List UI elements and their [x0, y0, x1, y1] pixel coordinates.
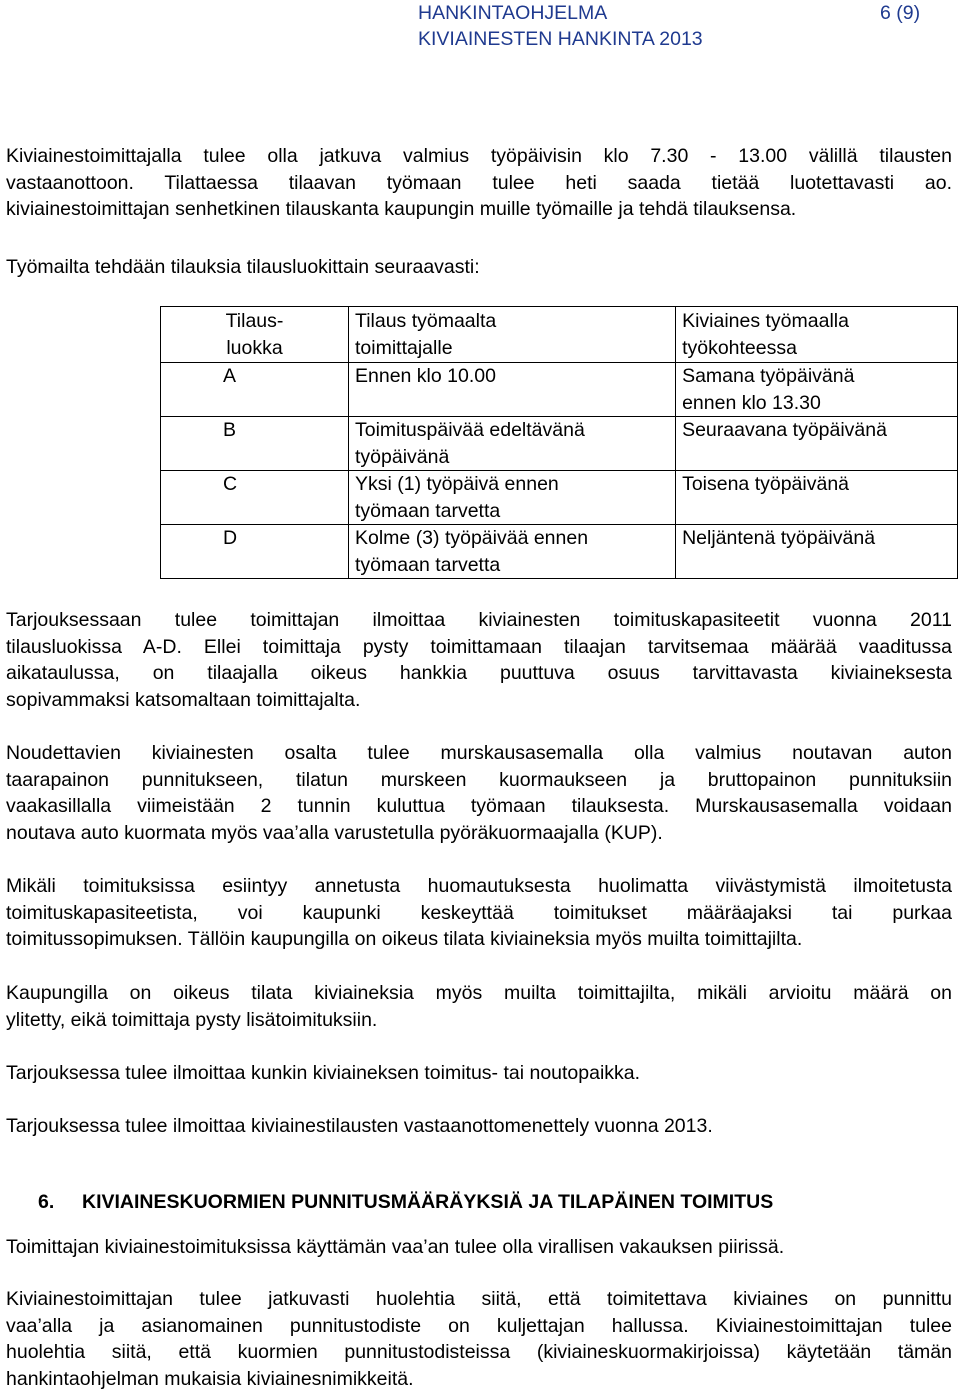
table-header-row	[161, 307, 958, 363]
text-line: Tarjouksessaan tulee toimittajan ilmoittaa kiviainesten toimituskapasiteetit vuonna 2011	[6, 609, 952, 631]
delivery-place-paragraph: Tarjouksessa tulee ilmoittaa kunkin kiviaineksen toimitus- tai noutopaikka.	[6, 1062, 641, 1084]
header-class	[161, 307, 349, 363]
pickup-paragraph	[6, 740, 952, 846]
section-6-heading	[38, 1189, 773, 1215]
capacity-paragraph	[6, 607, 952, 713]
order-procedure-paragraph: Tarjouksessa tulee ilmoittaa kiviainestilausten vastaanottomenettely vuonna 2013.	[6, 1115, 713, 1137]
text-line: sopivammaksi katsomaltaan toimittajalta.	[6, 688, 361, 711]
delay-paragraph	[6, 873, 952, 953]
text-line: noutava auto kuormata myös vaa’alla varustetulla pyöräkuormaajalla (KUP).	[6, 821, 663, 844]
text-line: vastaanottoon. Tilattaessa tilaavan työmaan tulee heti saada tietää luotettavasti ao.	[6, 171, 952, 194]
table-row	[161, 417, 958, 471]
order-cell: Toimituspäivää edeltävänä työpäivänä	[349, 417, 676, 471]
text-line: tilausluokissa A-D. Ellei toimittaja pysty toimittamaan tilaajan tarvitsemaa määrää vaaditussa	[6, 635, 952, 658]
text-line: toimitussopimuksen. Tällöin kaupungilla on oikeus tilata kiviaineksia myös muilta toimittajilta.	[6, 928, 803, 950]
intro-paragraph	[6, 143, 952, 223]
order-class-table	[160, 306, 958, 579]
text-line: Noudettavien kiviainesten osalta tulee murskausasemalla olla valmius noutavan auton	[6, 742, 952, 764]
section-title: KIVIAINESKUORMIEN PUNNITUSMÄÄRÄYKSIÄ JA TILAPÄINEN TOIMITUS	[82, 1191, 774, 1213]
document-title: HANKINTAOHJELMA	[418, 2, 608, 24]
order-cell: Kolme (3) työpäivää ennen työmaan tarvetta	[349, 525, 676, 579]
delivery-cell: Seuraavana työpäivänä	[676, 417, 958, 471]
class-cell: B	[161, 417, 349, 471]
table-row	[161, 471, 958, 525]
text-line: ylitetty, eikä toimittaja pysty lisätoimituksiin.	[6, 1008, 378, 1031]
header-order	[349, 307, 676, 363]
text-line: vaa’alla ja asianomainen punnitustodiste on kuljettajan hallussa. Kiviainestoimittajan tulee	[6, 1314, 952, 1337]
header-cell-text: Tilaus- luokka	[225, 310, 284, 359]
document-subtitle: KIVIAINESTEN HANKINTA 2013	[418, 28, 703, 50]
order-cell: Yksi (1) työpäivä ennen työmaan tarvetta	[349, 471, 676, 525]
right-to-order-paragraph	[6, 980, 952, 1033]
header-delivery	[676, 307, 958, 363]
header-cell-text: Tilaus työmaalta toimittajalle	[355, 310, 497, 359]
order-cell: Ennen klo 10.00	[349, 363, 676, 417]
text-line: aikataulussa, on tilaajalla oikeus hankkia puuttuva osuus tarvittavasta kiviaineksesta	[6, 662, 952, 684]
delivery-cell: Neljäntenä työpäivänä	[676, 525, 958, 579]
text-line: vaakasillalla viimeistään 2 tunnin kuluttua työmaan tilauksesta. Murskausasemalla voidaan	[6, 795, 952, 817]
table-intro: Työmailta tehdään tilauksia tilausluokittain seuraavasti:	[6, 256, 480, 278]
table-row	[161, 363, 958, 417]
class-cell: D	[161, 525, 349, 579]
text-line: hankintaohjelman mukaisia kiviainesnimikkeitä.	[6, 1367, 414, 1390]
delivery-cell: Samana työpäivänä ennen klo 13.30	[676, 363, 958, 417]
delivery-cell: Toisena työpäivänä	[676, 471, 958, 525]
weighing-paragraph	[6, 1286, 952, 1392]
text-line: toimituskapasiteetista, voi kaupunki keskeyttää toimitukset määräajaksi tai purkaa	[6, 901, 952, 924]
text-line: huolehtia siitä, että kuormien punnitustodisteissa (kiviaineskuormakirjoissa) käytetään tämän	[6, 1341, 952, 1363]
page-number: 6 (9)	[880, 2, 921, 24]
class-cell: A	[161, 363, 349, 417]
text-line: Kaupungilla on oikeus tilata kiviaineksia myös muilta toimittajilta, mikäli arvioitu määrä on	[6, 982, 952, 1004]
text-line: Mikäli toimituksissa esiintyy annetusta huomautuksesta huolimatta viivästymistä ilmoitetusta	[6, 875, 952, 897]
table-row	[161, 525, 958, 579]
text-line: Kiviainestoimittajan tulee jatkuvasti huolehtia siitä, että toimitettava kiviaines on punnittu	[6, 1288, 952, 1310]
text-line: kiviainestoimittajan senhetkinen tilauskanta kaupungin muille työmaille ja tehdä tilauksensa.	[6, 198, 797, 220]
text-line: Kiviainestoimittajalla tulee olla jatkuva valmius työpäivisin klo 7.30 - 13.00 välillä tilausten	[6, 145, 952, 167]
section-number: 6.	[38, 1191, 55, 1213]
text-line: taarapainon punnitukseen, tilatun murskeen kuormaukseen ja bruttopainon punnituksiin	[6, 768, 952, 791]
scale-requirement-paragraph: Toimittajan kiviainestoimituksissa käyttämän vaa’an tulee olla virallisen vakauksen piirissä.	[6, 1236, 785, 1258]
header-cell-text: Kiviaines työmaalla työkohteessa	[682, 310, 849, 359]
class-cell: C	[161, 471, 349, 525]
